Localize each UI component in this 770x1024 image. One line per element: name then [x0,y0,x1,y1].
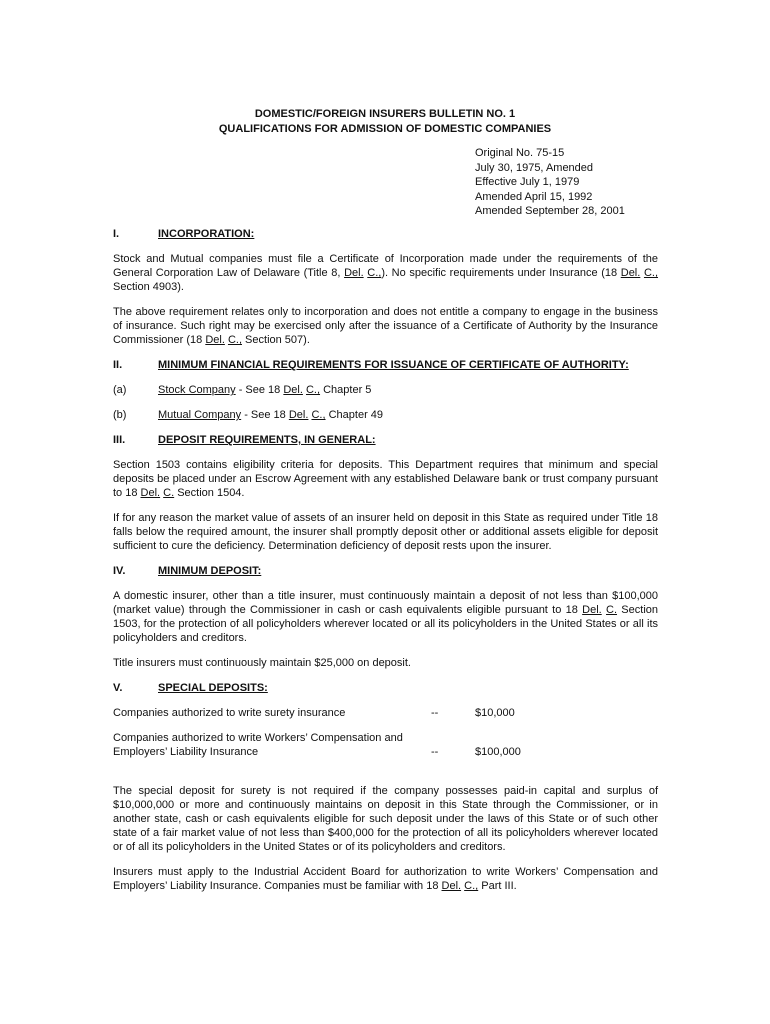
deposit-amount: $100,000 [475,746,521,758]
title-line-2: QUALIFICATIONS FOR ADMISSION OF DOMESTIC COMPANIES [218,123,552,135]
citation-del: Del. [344,267,364,279]
text-run: Chapter 5 [320,384,372,396]
text-run: The above requirement relates only to incorporation and does not entitle a company to engage in the business of insurance. Such right may be exercised only after the issuance of a Certificate of Authority by the Insurance Commissioner (18 [113,306,658,346]
text-run: Section 1503, for the protection of all policyholders wherever located or all its policyholders in the United States or all its policyholders and creditors. [113,604,658,644]
item-term: Mutual Company [158,409,242,421]
citation-c: C., [305,384,321,396]
section-number: I. [113,228,120,240]
paragraph [113,458,658,500]
citation-del: Del. [582,604,602,616]
citation-c: C. [606,604,618,616]
paragraph [113,305,658,347]
history-line: Amended April 15, 1992 [475,190,593,203]
deposit-description-line: Companies authorized to write Workers’ Compensation and [113,732,403,744]
paragraph: If for any reason the market value of assets of an insurer held on deposit in this State as required under Title 18 falls below the required amount, the insurer shall promptly deposit other or additional assets eligible for deposit sufficient to cure the deficiency. Determination deficiency of deposit rests upon the insurer. [113,512,658,552]
list-item [113,383,658,397]
spacer [113,770,658,784]
section-heading-deposit-requirements [113,433,658,447]
deposit-row [113,731,658,759]
deposit-row [113,706,658,720]
text-run: Section 4903). [113,281,184,293]
section-heading-incorporation [113,227,658,241]
citation-del: Del. [205,334,225,346]
text-run: - See 18 [235,384,284,396]
section-heading-minimum-deposit [113,564,658,578]
section-title: MINIMUM DEPOSIT: [158,565,262,577]
document-body [113,227,658,904]
section-title: SPECIAL DEPOSITS: [158,682,268,694]
section-number: II. [113,359,123,371]
text-run: Part III. [478,880,517,892]
text-run: A domestic insurer, other than a title insurer, must continuously maintain a deposit of not less than $100,000 (market value) through the Commissioner in cash or cash equivalents eligible pursuant to 18 [113,590,658,616]
item-text [158,408,383,422]
revision-history [475,146,625,219]
history-line: Original No. 75-15 [475,147,565,159]
paragraph [113,589,658,645]
section-title: INCORPORATION: [158,228,255,240]
section-number: IV. [113,565,126,577]
item-text [158,383,371,397]
document-title [0,107,770,137]
section-heading-financial-requirements [113,358,658,372]
deposit-description-line: Companies authorized to write surety insurance [113,707,346,719]
citation-c: C., [464,880,479,892]
paragraph: The special deposit for surety is not required if the company possesses paid-in capital and surplus of $10,000,000 or more and continuously maintains on deposit in this State through the Commissioner, or in another state, cash or cash equivalents eligible for such deposit under the laws of this State or of such other state of a fair market value of not less than $400,000 for the protection of all its policyholders wherever located or of all its policyholders in the United States or of its policyholders and creditors. [113,785,658,853]
section-number: V. [113,682,123,694]
title-line-1: DOMESTIC/FOREIGN INSURERS BULLETIN NO. 1 [254,108,516,120]
text-run: Section 1504. [174,487,245,499]
citation-c: C., [311,409,326,421]
citation-c: C., [367,267,382,279]
section-title: DEPOSIT REQUIREMENTS, IN GENERAL: [158,434,376,446]
deposit-amount: $10,000 [475,707,515,719]
paragraph [113,865,658,893]
text-run: Section 1503 contains eligibility criteria for deposits. This Department requires that minimum and special deposits be placed under an Escrow Agreement with any established Delaware bank or trust company pursuant to 18 [113,459,658,499]
citation-del: Del. [288,409,309,421]
citation-del: Del. [441,880,462,892]
item-number: (b) [113,409,127,421]
citation-c: C. [163,487,175,499]
deposit-dash: -- [431,746,439,758]
text-run: Insurers must apply to the Industrial Accident Board for authorization to write Workers’ Compensation and Employers’ Liability Insurance. Companies must be familiar with 18 [113,866,658,892]
text-run: - See 18 [241,409,289,421]
deposit-description [113,731,431,759]
history-line: Effective July 1, 1979 [475,176,580,188]
citation-c: C., [643,267,659,279]
history-line: Amended September 28, 2001 [475,205,625,217]
citation-del: Del. [283,384,303,396]
deposit-dash: -- [431,707,439,719]
section-heading-special-deposits [113,681,658,695]
history-line: July 30, 1975, Amended [475,161,594,174]
deposit-description-line: Employers’ Liability Insurance [113,746,259,758]
deposit-description [113,706,431,720]
text-run: ). No specific requirements under Insurance (18 [381,267,621,279]
item-term: Stock Company [158,384,236,396]
paragraph [113,252,658,294]
section-number: III. [113,434,126,446]
paragraph: Title insurers must continuously maintain $25,000 on deposit. [113,657,411,669]
text-run: Section 507). [242,334,310,346]
text-run: Stock and Mutual companies must file a Certificate of Incorporation made under the requirements of the General Corporation Law of Delaware (Title 8, [113,253,658,279]
text-run: Chapter 49 [325,409,384,421]
citation-del: Del. [140,487,161,499]
section-title: MINIMUM FINANCIAL REQUIREMENTS FOR ISSUANCE OF CERTIFICATE OF AUTHORITY: [158,359,629,371]
citation-c: C., [227,334,242,346]
citation-del: Del. [620,267,641,279]
item-number: (a) [113,384,127,396]
list-item [113,408,658,422]
